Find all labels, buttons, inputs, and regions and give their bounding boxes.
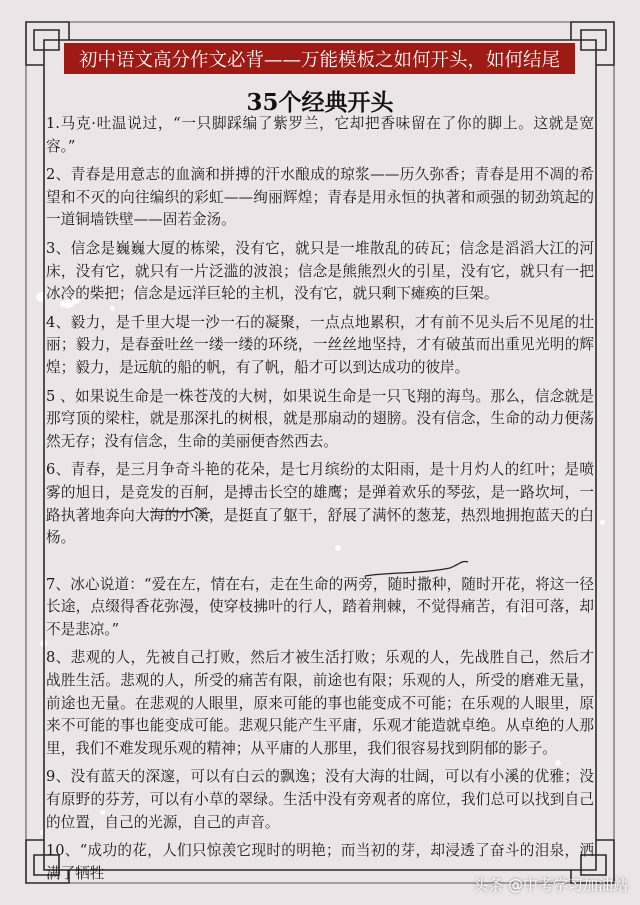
paragraph-9: 9、没有蓝天的深邃，可以有白云的飘逸；没有大海的壮阔，可以有小溪的优雅；没有原野的芬芳，可以有小草的翠绿。生活中没有旁观者的席位，我们总可以找到自己的位置，自己的光源，自己的声音。 — [46, 768, 594, 831]
paragraph-7: 7、冰心说道：“爱在左，情在右，走在生命的两旁，随时撒种，随时开花，将这一径长途，点缀得香花弥漫，使穿枝拂叶的行人，踏着荆棘，不觉得痛苦，有泪可落，却不是悲凉。” — [46, 575, 594, 638]
paragraph-5: 5 、如果说生命是一株苍茂的大树，如果说生命是一只飞翔的海鸟。那么，信念就是那穹顶的梁柱，就是那深扎的树根，就是那扇动的翅膀。没有信念，生命的动力便荡然无存；没有信念，生命的美丽便杳然西去。 — [46, 387, 594, 450]
paragraph-2: 2、青春是用意志的血滴和拼搏的汗水酿成的琼浆——历久弥香；青春是用不凋的希望和不灭的向往编织的彩虹——绚丽辉煌；青春是用永恒的执著和顽强的韧劲筑起的一道铜墙铁壁——固若金汤。 — [46, 166, 594, 229]
paragraph-3: 3、信念是巍巍大厦的栋梁，没有它，就只是一堆散乱的砖瓦；信念是滔滔大江的河床，没有它，就只有一片泛滥的波浪；信念是熊熊烈火的引星，没有它，就只有一把冰冷的柴把；信念是远洋巨轮的主机，没有它，就只剩下瘫痪的巨架。 — [46, 239, 594, 303]
paragraph-4: 4、毅力，是千里大堤一沙一石的凝聚，一点点地累积，才有前不见头后不见尾的壮丽；毅力，是春蚕吐丝一缕一缕的环绕，一丝丝地坚持，才有破茧而出重见光明的辉煌；毅力，是远航的船的帆，有了帆，船才可以到达成功的彼岸。 — [46, 313, 594, 376]
paragraph-10: 10、“成功的花，人们只惊羡它现时的明艳；而当初的芽，却浸透了奋斗的泪泉，洒满了牺牲 — [46, 842, 594, 882]
paragraph-8: 8、悲观的人，先被自己打败，然后才被生活打败；乐观的人，先战胜自己，然后才战胜生活。悲观的人，所受的痛苦有限，前途也有限；乐观的人，所受的磨难无量，前途也无量。在悲观的人眼里，原来可能的事也能变成不可能；在乐观的人眼里，原来不可能的事也能变成可能。悲观只能产生平庸，乐观才能造就卓绝。从卓绝的人那里，我们不难发现乐观的精神；从平庸的人那里，我们很容易找到阴郁的影子。 — [46, 649, 594, 757]
paragraph-1: 1.马克·吐温说过，“一只脚踩编了紫罗兰，它却把香味留在了你的脚上。这就是宽容。” — [46, 115, 594, 155]
document-title: 初中语文高分作文必背——万能模板之如何开头，如何结尾 — [78, 49, 560, 71]
document-title-banner — [64, 43, 575, 74]
source-watermark: 头条 @中考学习加油站 — [473, 876, 628, 894]
paragraph-6: 6、青春，是三月争奇斗艳的花朵，是七月缤纷的太阳雨，是十月灼人的红叶；是喷雾的旭日，是竞发的百舸，是搏击长空的雄鹰；是弹着欢乐的琴弦，是一路坎坷，一路执著地奔向大海的小溪，是挺直了躯干，舒展了满怀的葱茏，热烈地拥抱蓝天的白杨。 — [46, 461, 594, 547]
section-heading: 35个经典开头 — [246, 89, 394, 116]
paragraph-list — [46, 113, 594, 891]
